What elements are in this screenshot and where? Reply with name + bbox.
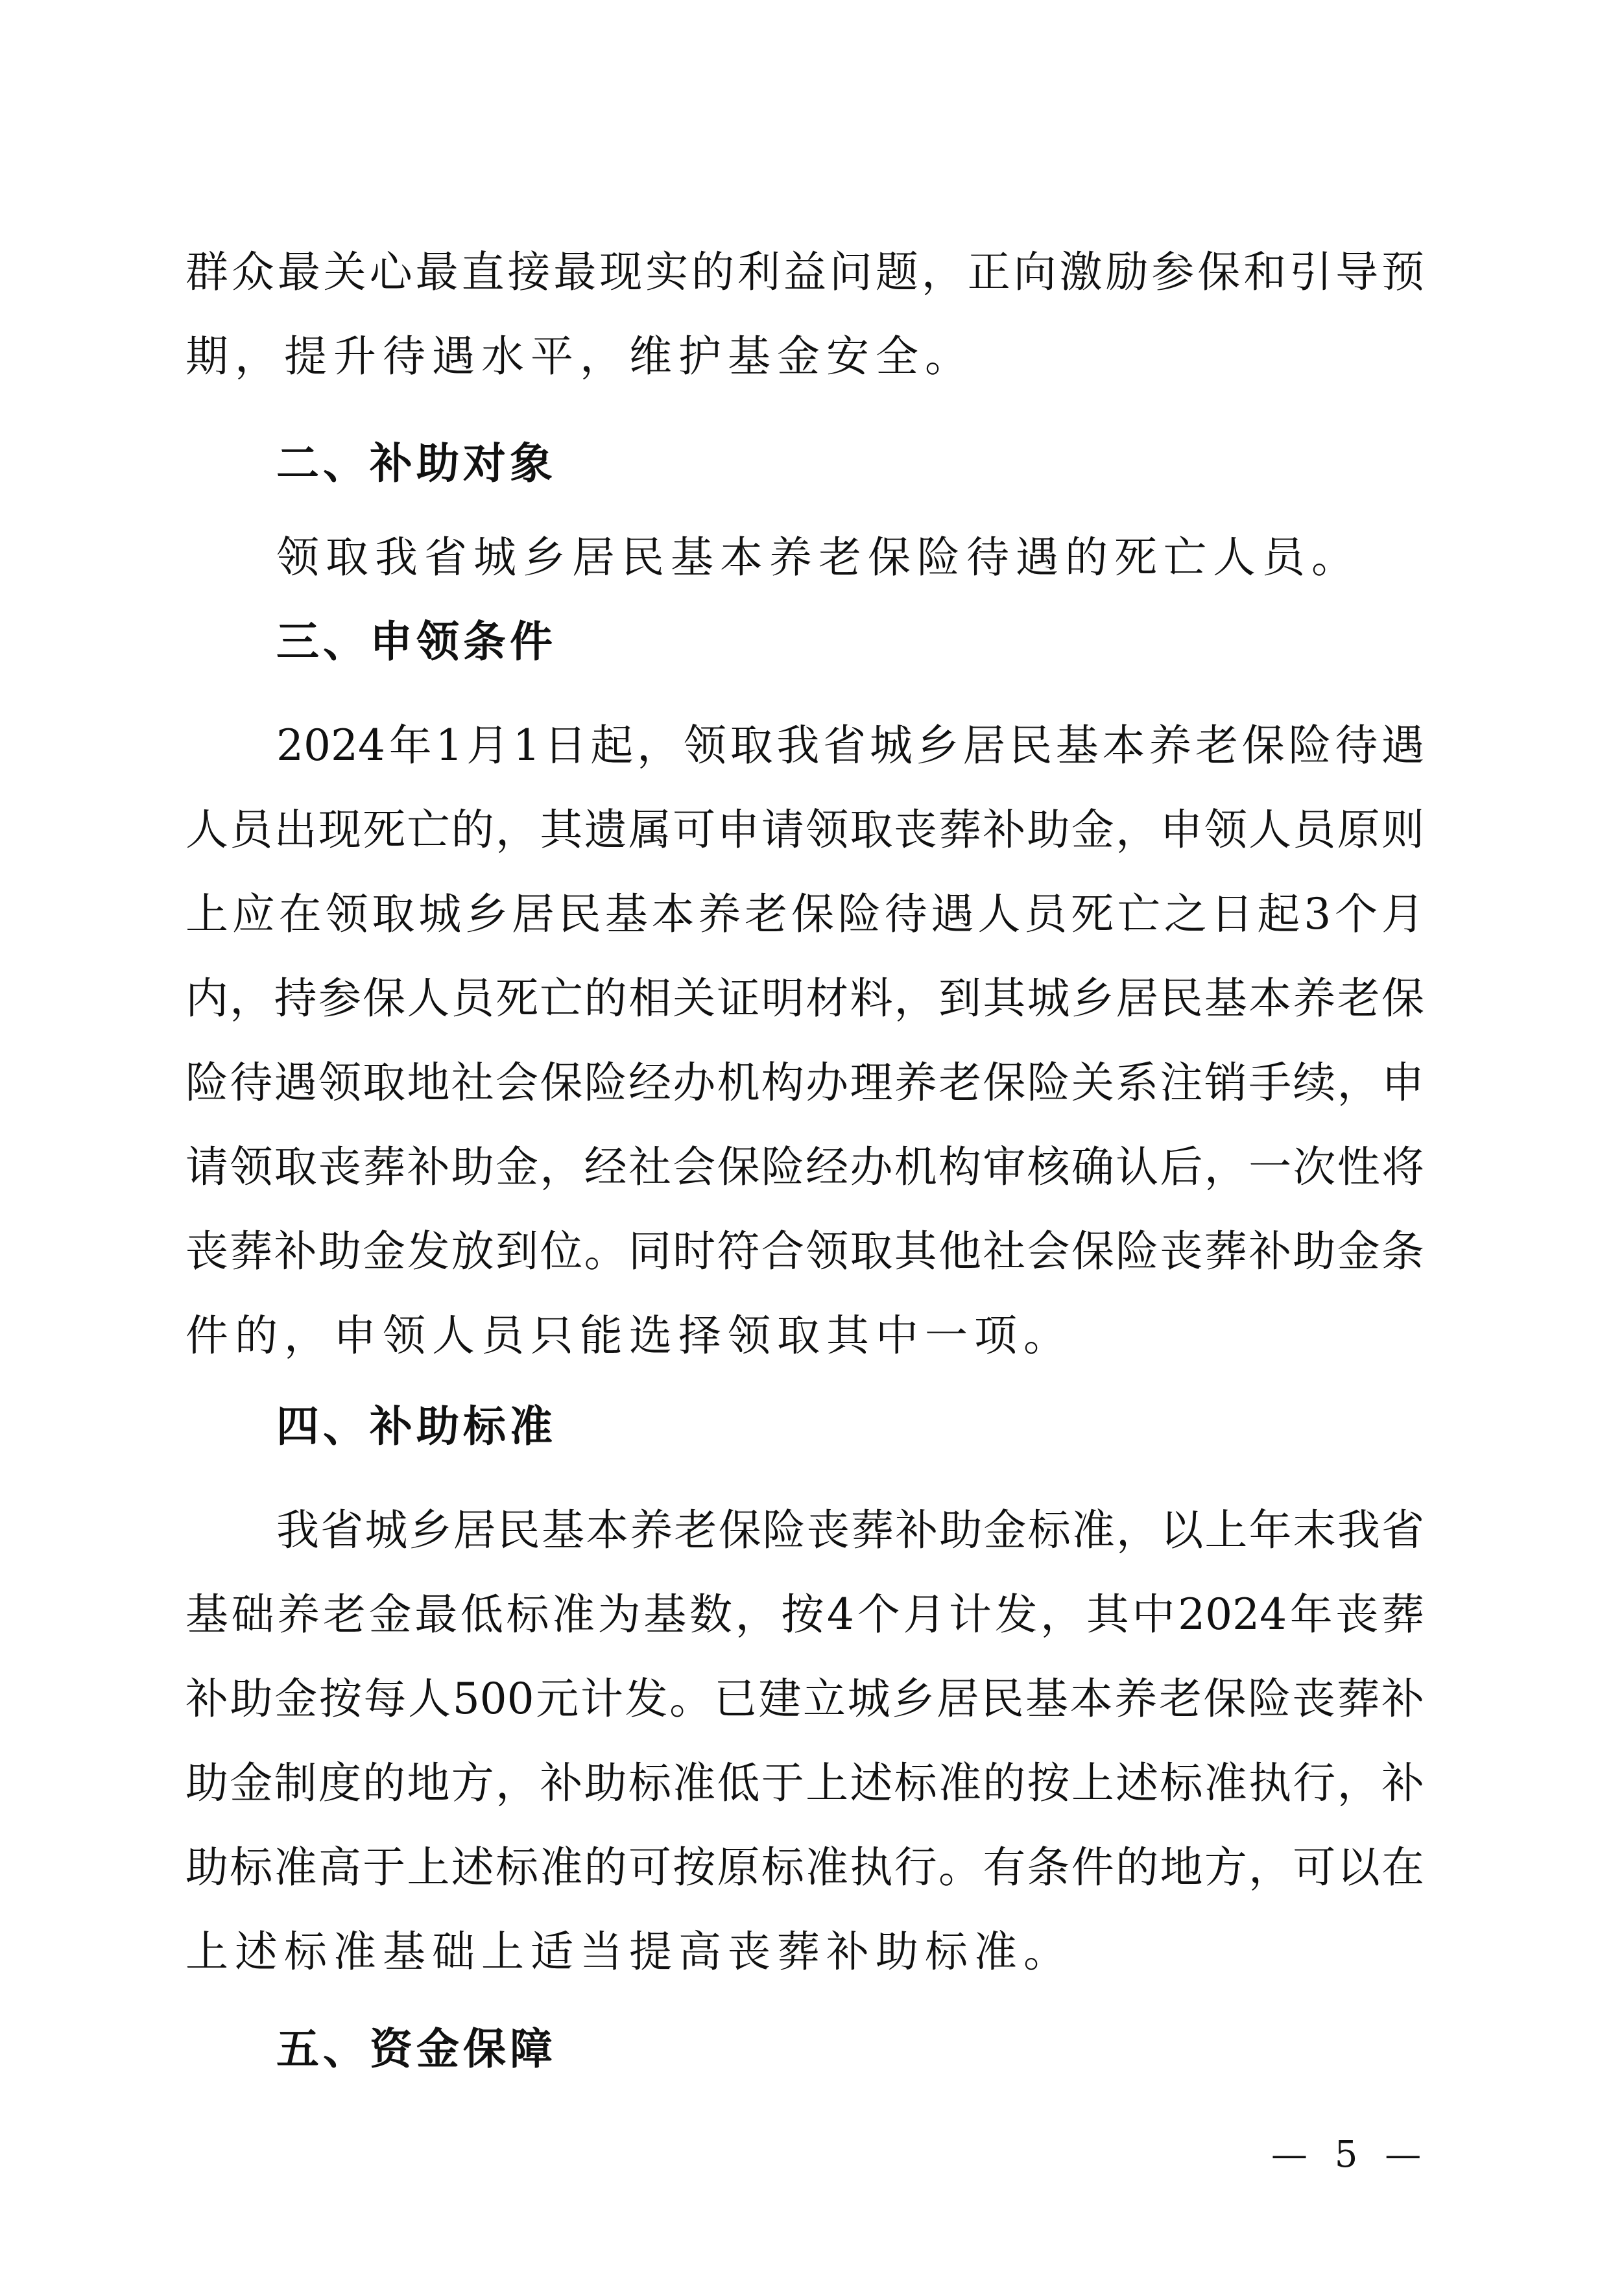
- paragraph-line: 我省城乡居民基本养老保险丧葬补助金标准，以上年末我省: [276, 1505, 1424, 1555]
- section-heading-3: 三、申领条件: [276, 617, 556, 667]
- paragraph-line: 助金制度的地方，补助标准低于上述标准的按上述标准执行，补: [185, 1758, 1424, 1808]
- paragraph-line: 群众最关心最直接最现实的利益问题，正向激励参保和引导预: [185, 247, 1424, 297]
- paragraph-line: 请领取丧葬补助金，经社会保险经办机构审核确认后，一次性将: [185, 1142, 1424, 1192]
- paragraph-line: 丧葬补助金发放到位。同时符合领取其他社会保险丧葬补助金条: [185, 1226, 1424, 1276]
- paragraph-line: 上述标准基础上适当提高丧葬补助标准。: [185, 1927, 1073, 1977]
- section-heading-4: 四、补助标准: [276, 1401, 556, 1451]
- paragraph-line: 人员出现死亡的，其遗属可申请领取丧葬补助金，申领人员原则: [185, 805, 1424, 855]
- paragraph-line: 期，提升待遇水平，维护基金安全。: [185, 331, 974, 381]
- paragraph-line: 助标准高于上述标准的可按原标准执行。有条件的地方，可以在: [185, 1842, 1424, 1892]
- paragraph-line: 上应在领取城乡居民基本养老保险待遇人员死亡之日起3个月: [185, 889, 1424, 939]
- paragraph-line: 2024年1月1日起，领取我省城乡居民基本养老保险待遇: [276, 721, 1424, 770]
- section-heading-5: 五、资金保障: [276, 2024, 556, 2074]
- page-number: — 5 —: [1271, 2134, 1429, 2176]
- paragraph-line: 内，持参保人员死亡的相关证明材料，到其城乡居民基本养老保: [185, 973, 1424, 1023]
- section-heading-2: 二、补助对象: [276, 438, 556, 488]
- paragraph-line: 件的，申领人员只能选择领取其中一项。: [185, 1311, 1073, 1361]
- paragraph-line: 补助金按每人500元计发。已建立城乡居民基本养老保险丧葬补: [185, 1674, 1424, 1724]
- paragraph-line: 险待遇领取地社会保险经办机构办理养老保险关系注销手续，申: [185, 1058, 1424, 1108]
- paragraph-line: 基础养老金最低标准为基数，按4个月计发，其中2024年丧葬: [185, 1590, 1424, 1639]
- paragraph-line: 领取我省城乡居民基本养老保险待遇的死亡人员。: [276, 532, 1361, 582]
